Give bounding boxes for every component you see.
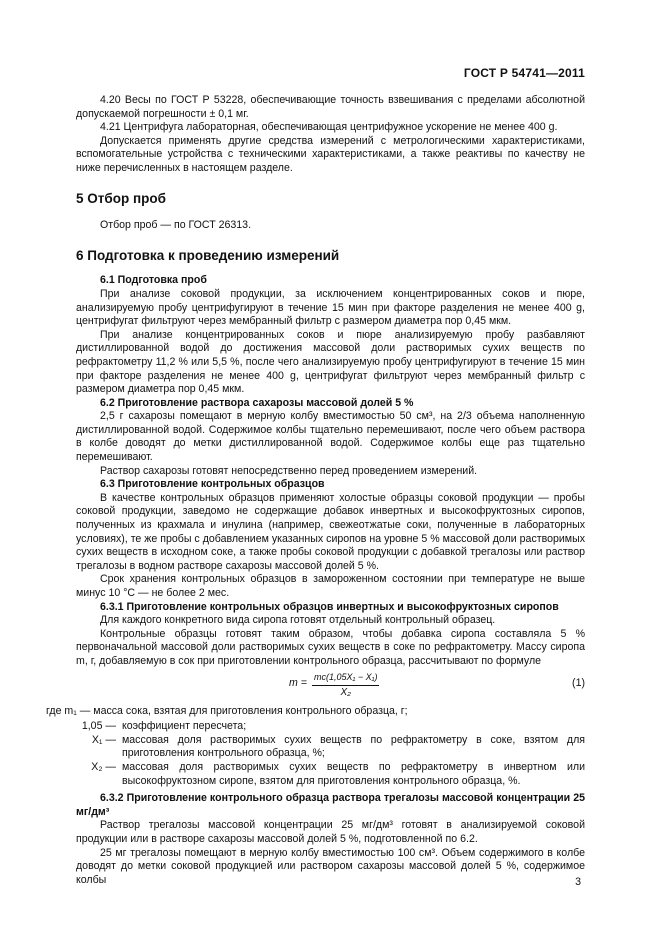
paragraph-5: Отбор проб — по ГОСТ 26313. xyxy=(100,219,252,232)
definition-item xyxy=(76,761,585,788)
definition-text: массовая доля растворимых сухих веществ по рефрактометру в соке, взятом для приготовления контрольного образца, %; xyxy=(122,733,585,760)
formula-numerator: mс(1,05X₁ − X₁) xyxy=(312,671,379,687)
definition-symbol: 1,05 — xyxy=(81,720,116,733)
paragraph-6-3-a: В качестве контрольных образцов применяют холостые образцы соковой продукции — пробы соковой продукции, заведомо не содержащие добавок инвертных и высокофруктозных сиропов, полученных из крахмала и инулина (например, свежеотжатые соки, полученные в лабораторных условиях), те же пробы с добавлением указанных сиропов на уровне 5 % массовой доли растворимых сухих веществ в исходном соке, а также пробы соковой продукции с добавкой трегалозы или раствор трегалозы в водном растворе сахарозы массовой долей 5 %. xyxy=(76,491,585,572)
subsection-6-3-2-heading: 6.3.2 Приготовление контрольного образца раствора трегалозы массовой концентрации 25 мг/дм³ xyxy=(76,792,585,818)
section-5-heading: 5 Отбор проб xyxy=(76,190,166,206)
paragraph-6-2-a: 2,5 г сахарозы помещают в мерную колбу вместимостью 50 см³, на 2/3 объема наполненную дистиллированной водой. Содержимое колбы тщательно перемешивают, после чего объем раствора в колбе доводят до метки дистиллированной водой. Содержимое колбы еще раз тщательно перемешивают. xyxy=(76,410,585,464)
subsection-6-3-1-heading: 6.3.1 Приготовление контрольных образцов инвертных и высокофруктозных сиропов xyxy=(100,600,559,613)
paragraph-6-1-b: При анализе концентрированных соков и пюре анализируемую пробу разбавляют дистиллированной водой до достижения массовой доли растворимых сухих веществ по рефрактометру 11,2 % или 5,5 %, после чего анализируемую пробу центрифугируют в течение 15 мин при факторе разделения не менее 400 g, центрифугат фильтруют через мембранный фильтр с размером диаметра пор 0,45 мкм. xyxy=(76,328,585,396)
section-6-heading: 6 Подготовка к проведению измерений xyxy=(76,247,340,263)
paragraph-6-3-2-b: 25 мг трегалозы помещают в мерную колбу вместимостью 100 см³. Объем содержимого в колбе доводят до метки соковой продукцией или раствором сахарозы массовой долей 5 %, содержимое колбы xyxy=(76,846,585,886)
definition-symbol: X₁ — xyxy=(91,733,116,746)
paragraph-6-3-2-a: Раствор трегалозы массовой концентрации 25 мг/дм³ готовят в анализируемой соковой продукции или в растворе сахарозы массовой долей 5 %, подготовленной по 6.2. xyxy=(76,819,585,845)
page-body xyxy=(46,94,585,887)
formula-definitions xyxy=(76,720,585,788)
definition-text: коэффициент пересчета; xyxy=(122,720,247,733)
paragraph-6-3-b: Срок хранения контрольных образцов в замороженном состоянии при температуре не выше минус 10 °С — не более 2 мес. xyxy=(76,573,585,599)
paragraph-6-2-b: Раствор сахарозы готовят непосредственно перед проведением измерений. xyxy=(100,464,478,477)
definition-symbol: X₂ — xyxy=(91,760,116,773)
formula-1 xyxy=(76,671,585,701)
formula-fraction xyxy=(312,671,379,700)
formula-number: (1) xyxy=(572,676,585,689)
paragraph-4-20: 4.20 Весы по ГОСТ Р 53228, обеспечивающие точность взвешивания с пределами абсолютной допускаемой погрешности ± 0,1 мг. xyxy=(76,94,585,120)
definition-text: массовая доля растворимых сухих веществ по рефрактометру в инвертном или высокофруктозном сиропе, взятом для приготовления контрольного образца, %. xyxy=(122,760,585,787)
paragraph-6-3-1-a: Для каждого конкретного вида сиропа готовят отдельный контрольный образец. xyxy=(100,614,496,627)
subsection-6-1-heading: 6.1 Подготовка проб xyxy=(100,274,207,287)
subsection-6-3-heading: 6.3 Приготовление контрольных образцов xyxy=(100,478,325,491)
definition-item xyxy=(76,734,585,761)
document-id-header: ГОСТ Р 54741—2011 xyxy=(463,66,585,80)
formula-denominator: X₂ xyxy=(340,687,351,699)
paragraph-4-21: 4.21 Центрифуга лабораторная, обеспечивающая центрифужное ускорение не менее 400 g. xyxy=(100,121,558,134)
formula-lhs: m = xyxy=(289,676,307,689)
paragraph-6-1-a: При анализе соковой продукции, за исключением концентрированных соков и пюре, анализируемую пробу центрифугируют в течение 15 мин при факторе разделения не менее 400 g, центрифугат фильтруют через мембранный фильтр с размером диаметра пор 0,45 мкм. xyxy=(76,287,585,328)
definition-item xyxy=(76,720,585,734)
page-number: 3 xyxy=(575,876,581,888)
paragraph-6-3-1-b: Контрольные образцы готовят таким образом, чтобы добавка сиропа составляла 5 % первоначальной массовой доли растворимых сухих веществ в соке по рефрактометру. Массу сиропа m, г, добавляемую в сок при приготовлении контрольного образца, рассчитывают по формуле xyxy=(76,627,585,667)
subsection-6-2-heading: 6.2 Приготовление раствора сахарозы массовой долей 5 % xyxy=(100,396,414,409)
formula-where-line: где m₁ — масса сока, взятая для приготовления контрольного образца, г; xyxy=(46,704,408,717)
paragraph-allowance: Допускается применять другие средства измерений с метрологическими характеристиками, вспомогательные устройства с техническими характеристиками, а также реактивы по качеству не ниже перечисленных в настоящем разделе. xyxy=(76,134,585,174)
